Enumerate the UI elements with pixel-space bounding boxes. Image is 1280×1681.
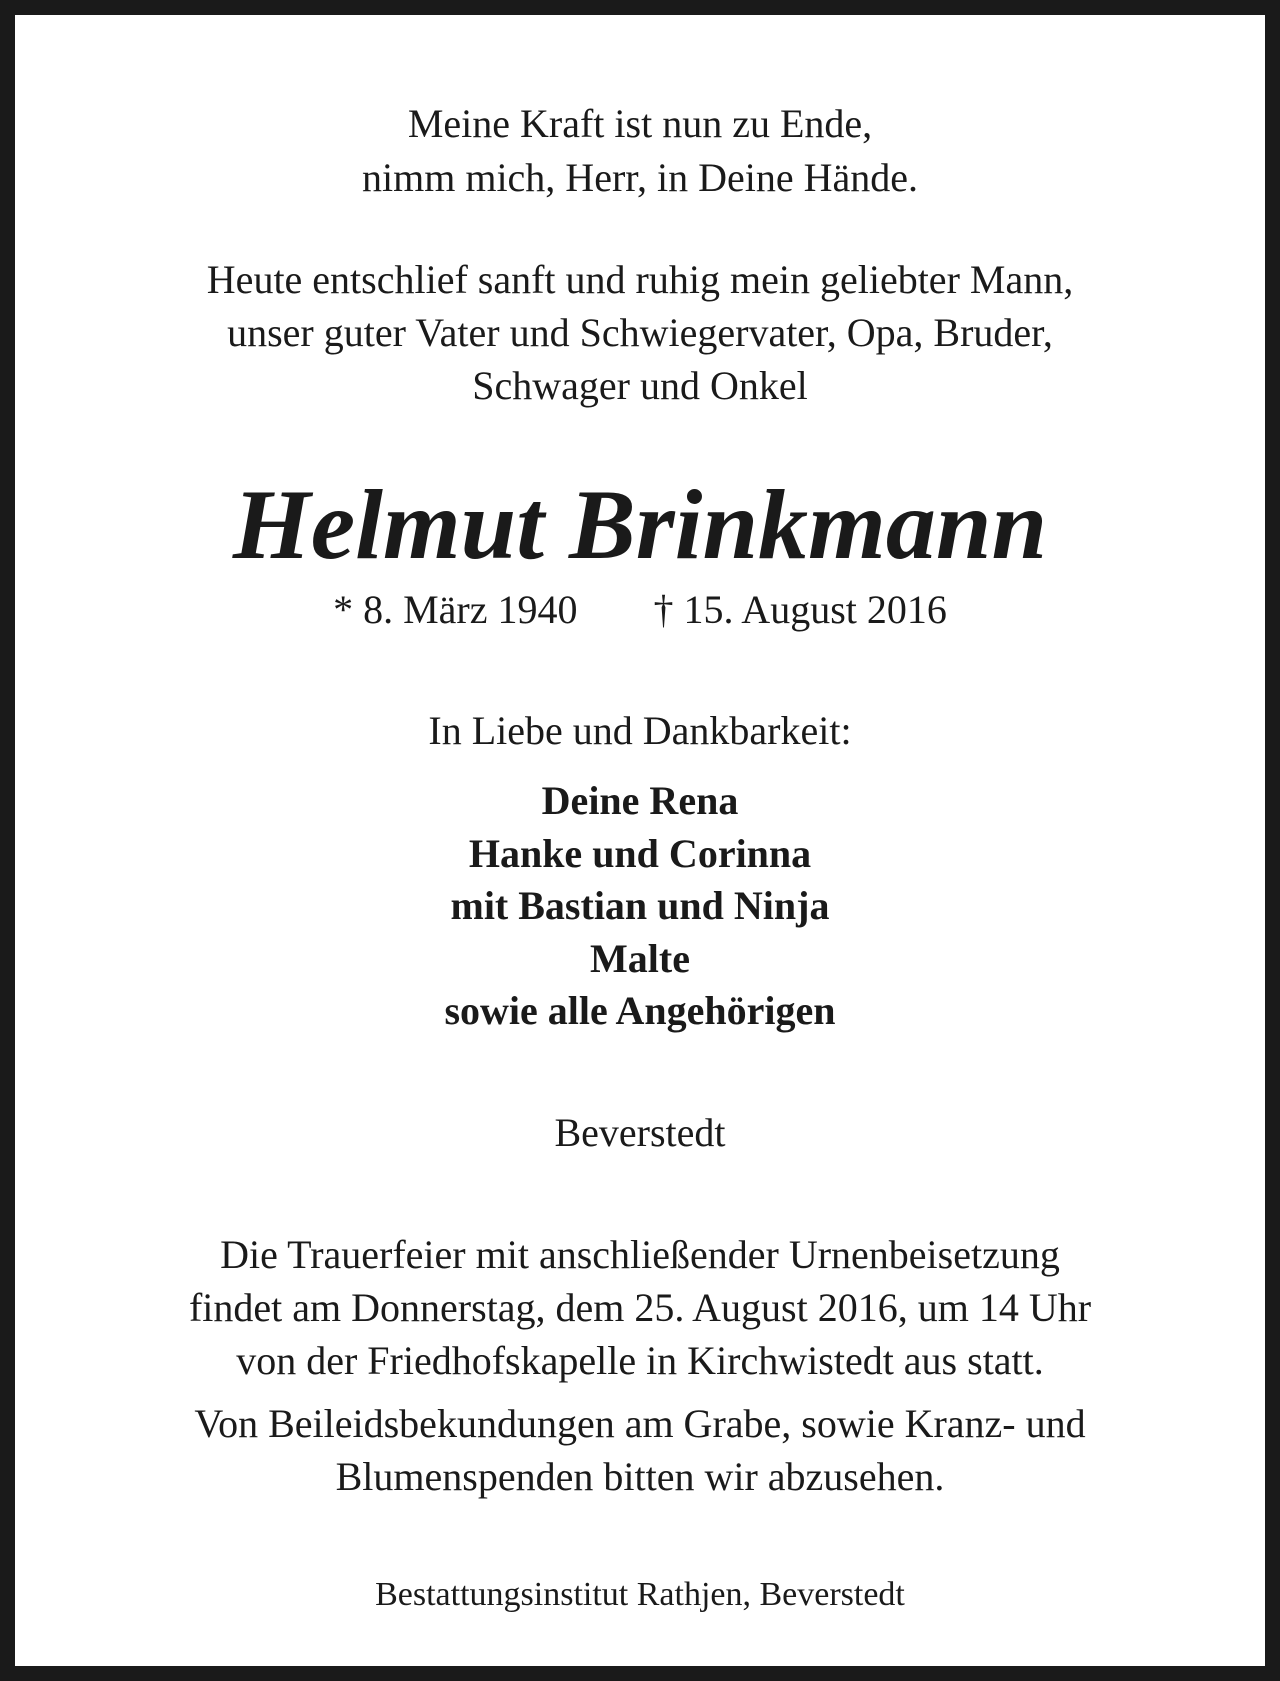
- ceremony-line: von der Friedhofskapelle in Kirchwistedt aus statt.: [236, 1338, 1044, 1383]
- request-line: Blumenspenden bitten wir abzusehen.: [335, 1454, 945, 1499]
- ceremony-line: Die Trauerfeier mit anschließender Urnenbeisetzung: [220, 1232, 1060, 1277]
- mourner: sowie alle Angehörigen: [444, 988, 836, 1033]
- mourners-list: [15, 775, 1265, 1038]
- undertaker: Bestattungsinstitut Rathjen, Beverstedt: [375, 1576, 905, 1613]
- deceased-name: Helmut Brinkmann: [232, 469, 1048, 580]
- birth-date: * 8. März 1940: [333, 587, 578, 632]
- condolence-request: [15, 1397, 1265, 1503]
- announcement-line: unser guter Vater und Schwiegervater, Opa, Bruder,: [227, 310, 1053, 355]
- thanks-line: In Liebe und Dankbarkeit:: [428, 708, 852, 753]
- mourner: Hanke und Corinna: [468, 830, 812, 876]
- ceremony-line: findet am Donnerstag, dem 25. August 2016, um 14 Uhr: [188, 1285, 1092, 1330]
- verse: [15, 97, 1265, 205]
- death-date: † 15. August 2016: [653, 587, 947, 632]
- announcement: [15, 253, 1265, 412]
- verse-line: Meine Kraft ist nun zu Ende,: [407, 101, 873, 146]
- mourner: mit Bastian und Ninja: [450, 883, 830, 928]
- ceremony-info: [15, 1228, 1265, 1387]
- mourner: Malte: [590, 935, 690, 981]
- life-dates: [15, 583, 1265, 637]
- place: Beverstedt: [554, 1110, 726, 1155]
- verse-line: nimm mich, Herr, in Deine Hände.: [361, 155, 918, 200]
- mourner: Deine Rena: [541, 778, 739, 823]
- announcement-line: Schwager und Onkel: [472, 363, 808, 408]
- request-line: Von Beileidsbekundungen am Grabe, sowie Kranz- und: [194, 1401, 1086, 1446]
- announcement-line: Heute entschlief sanft und ruhig mein geliebter Mann,: [206, 257, 1074, 302]
